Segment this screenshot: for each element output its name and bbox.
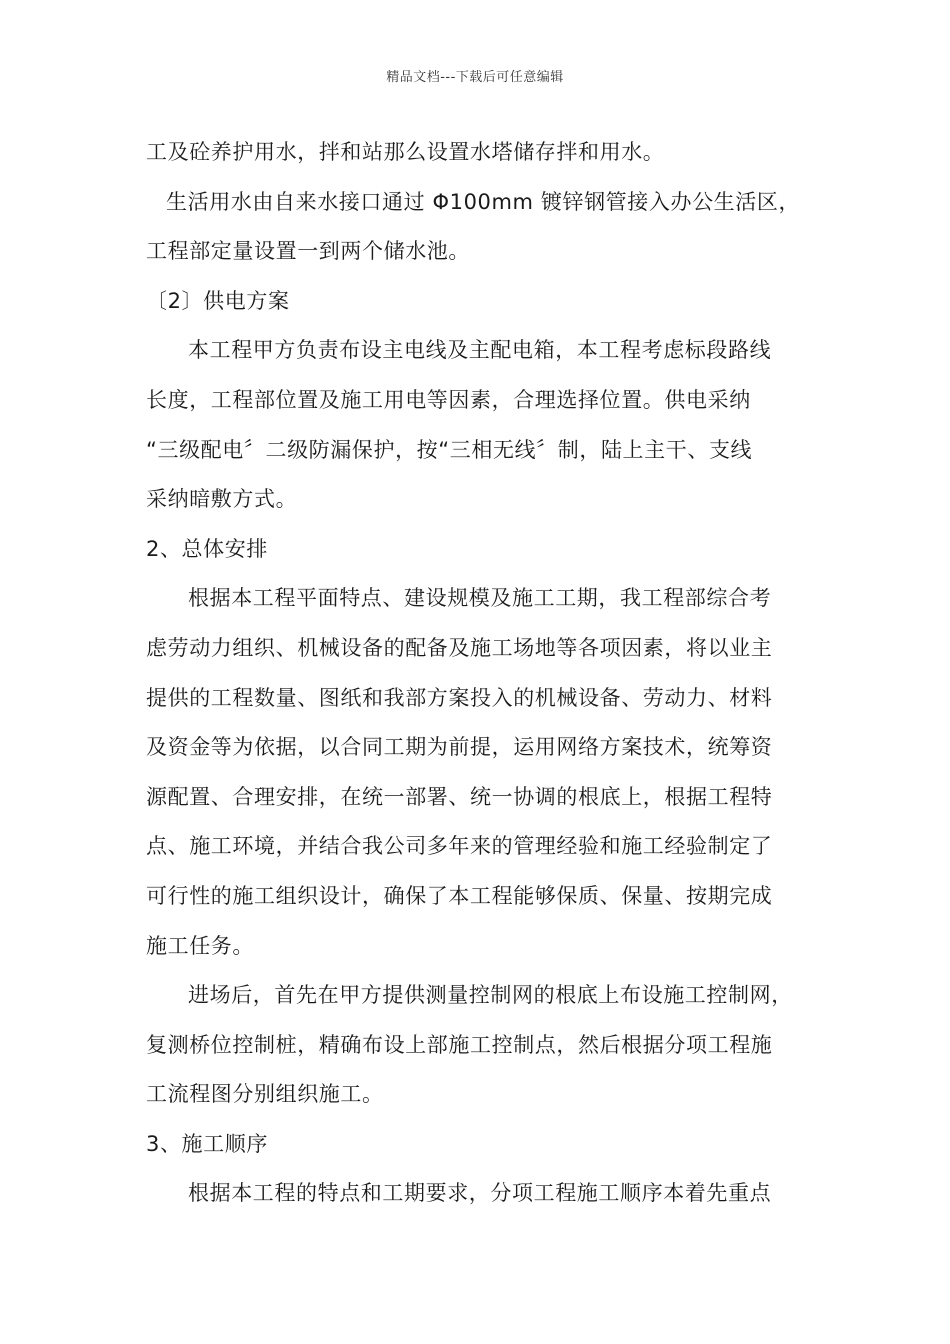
- text-line: 采纳暗敷方式。: [146, 487, 298, 512]
- section-heading: 3、施工顺序: [146, 1131, 268, 1156]
- text-line: “三级配电〞二级防漏保护，按“三相无线〞制，陆上主干、支线: [146, 437, 753, 462]
- text-line: 施工任务。: [146, 933, 254, 958]
- text-line: 进场后，首先在甲方提供测量控制网的根底上布设施工控制网，: [188, 983, 793, 1008]
- section-heading: 〔2〕供电方案: [146, 288, 290, 313]
- section-heading: 2、总体安排: [146, 536, 268, 561]
- text-line: 根据本工程平面特点、建设规模及施工工期，我工程部综合考: [188, 586, 772, 611]
- text-line: 根据本工程的特点和工期要求，分项工程施工顺序本着先重点: [188, 1181, 772, 1206]
- text-line: 可行性的施工组织设计，确保了本工程能够保质、保量、按期完成: [146, 883, 773, 908]
- document-body: [146, 128, 816, 1219]
- page-header: 精品文档---下载后可任意编辑: [386, 70, 564, 85]
- text-line: 工及砼养护用水，拌和站那么设置水塔储存拌和用水。: [146, 140, 665, 164]
- text-line: 及资金等为依据，以合同工期为前提，运用网络方案技术，统筹资: [146, 735, 773, 760]
- text-line: 源配置、合理安排，在统一部署、统一协调的根底上，根据工程特: [146, 784, 773, 809]
- text-line: 长度，工程部位置及施工用电等因素，合理选择位置。供电采纳: [146, 387, 751, 412]
- text-line: 提供的工程数量、图纸和我部方案投入的机械设备、劳动力、材料: [146, 685, 773, 710]
- text-line: 本工程甲方负责布设主电线及主配电箱，本工程考虑标段路线: [188, 338, 772, 363]
- text-line: 复测桥位控制桩，精确布设上部施工控制点，然后根据分项工程施: [146, 1032, 773, 1057]
- text-line: 工程部定量设置一到两个储水池。: [146, 239, 470, 264]
- text-line: 生活用水由自来水接口通过 Φ100mm 镀锌钢管接入办公生活区，: [166, 189, 801, 214]
- text-line: 点、施工环境，并结合我公司多年来的管理经验和施工经验制定了: [146, 834, 773, 859]
- text-line: 工流程图分别组织施工。: [146, 1082, 384, 1107]
- text-line: 虑劳动力组织、机械设备的配备及施工场地等各项因素，将以业主: [146, 635, 773, 660]
